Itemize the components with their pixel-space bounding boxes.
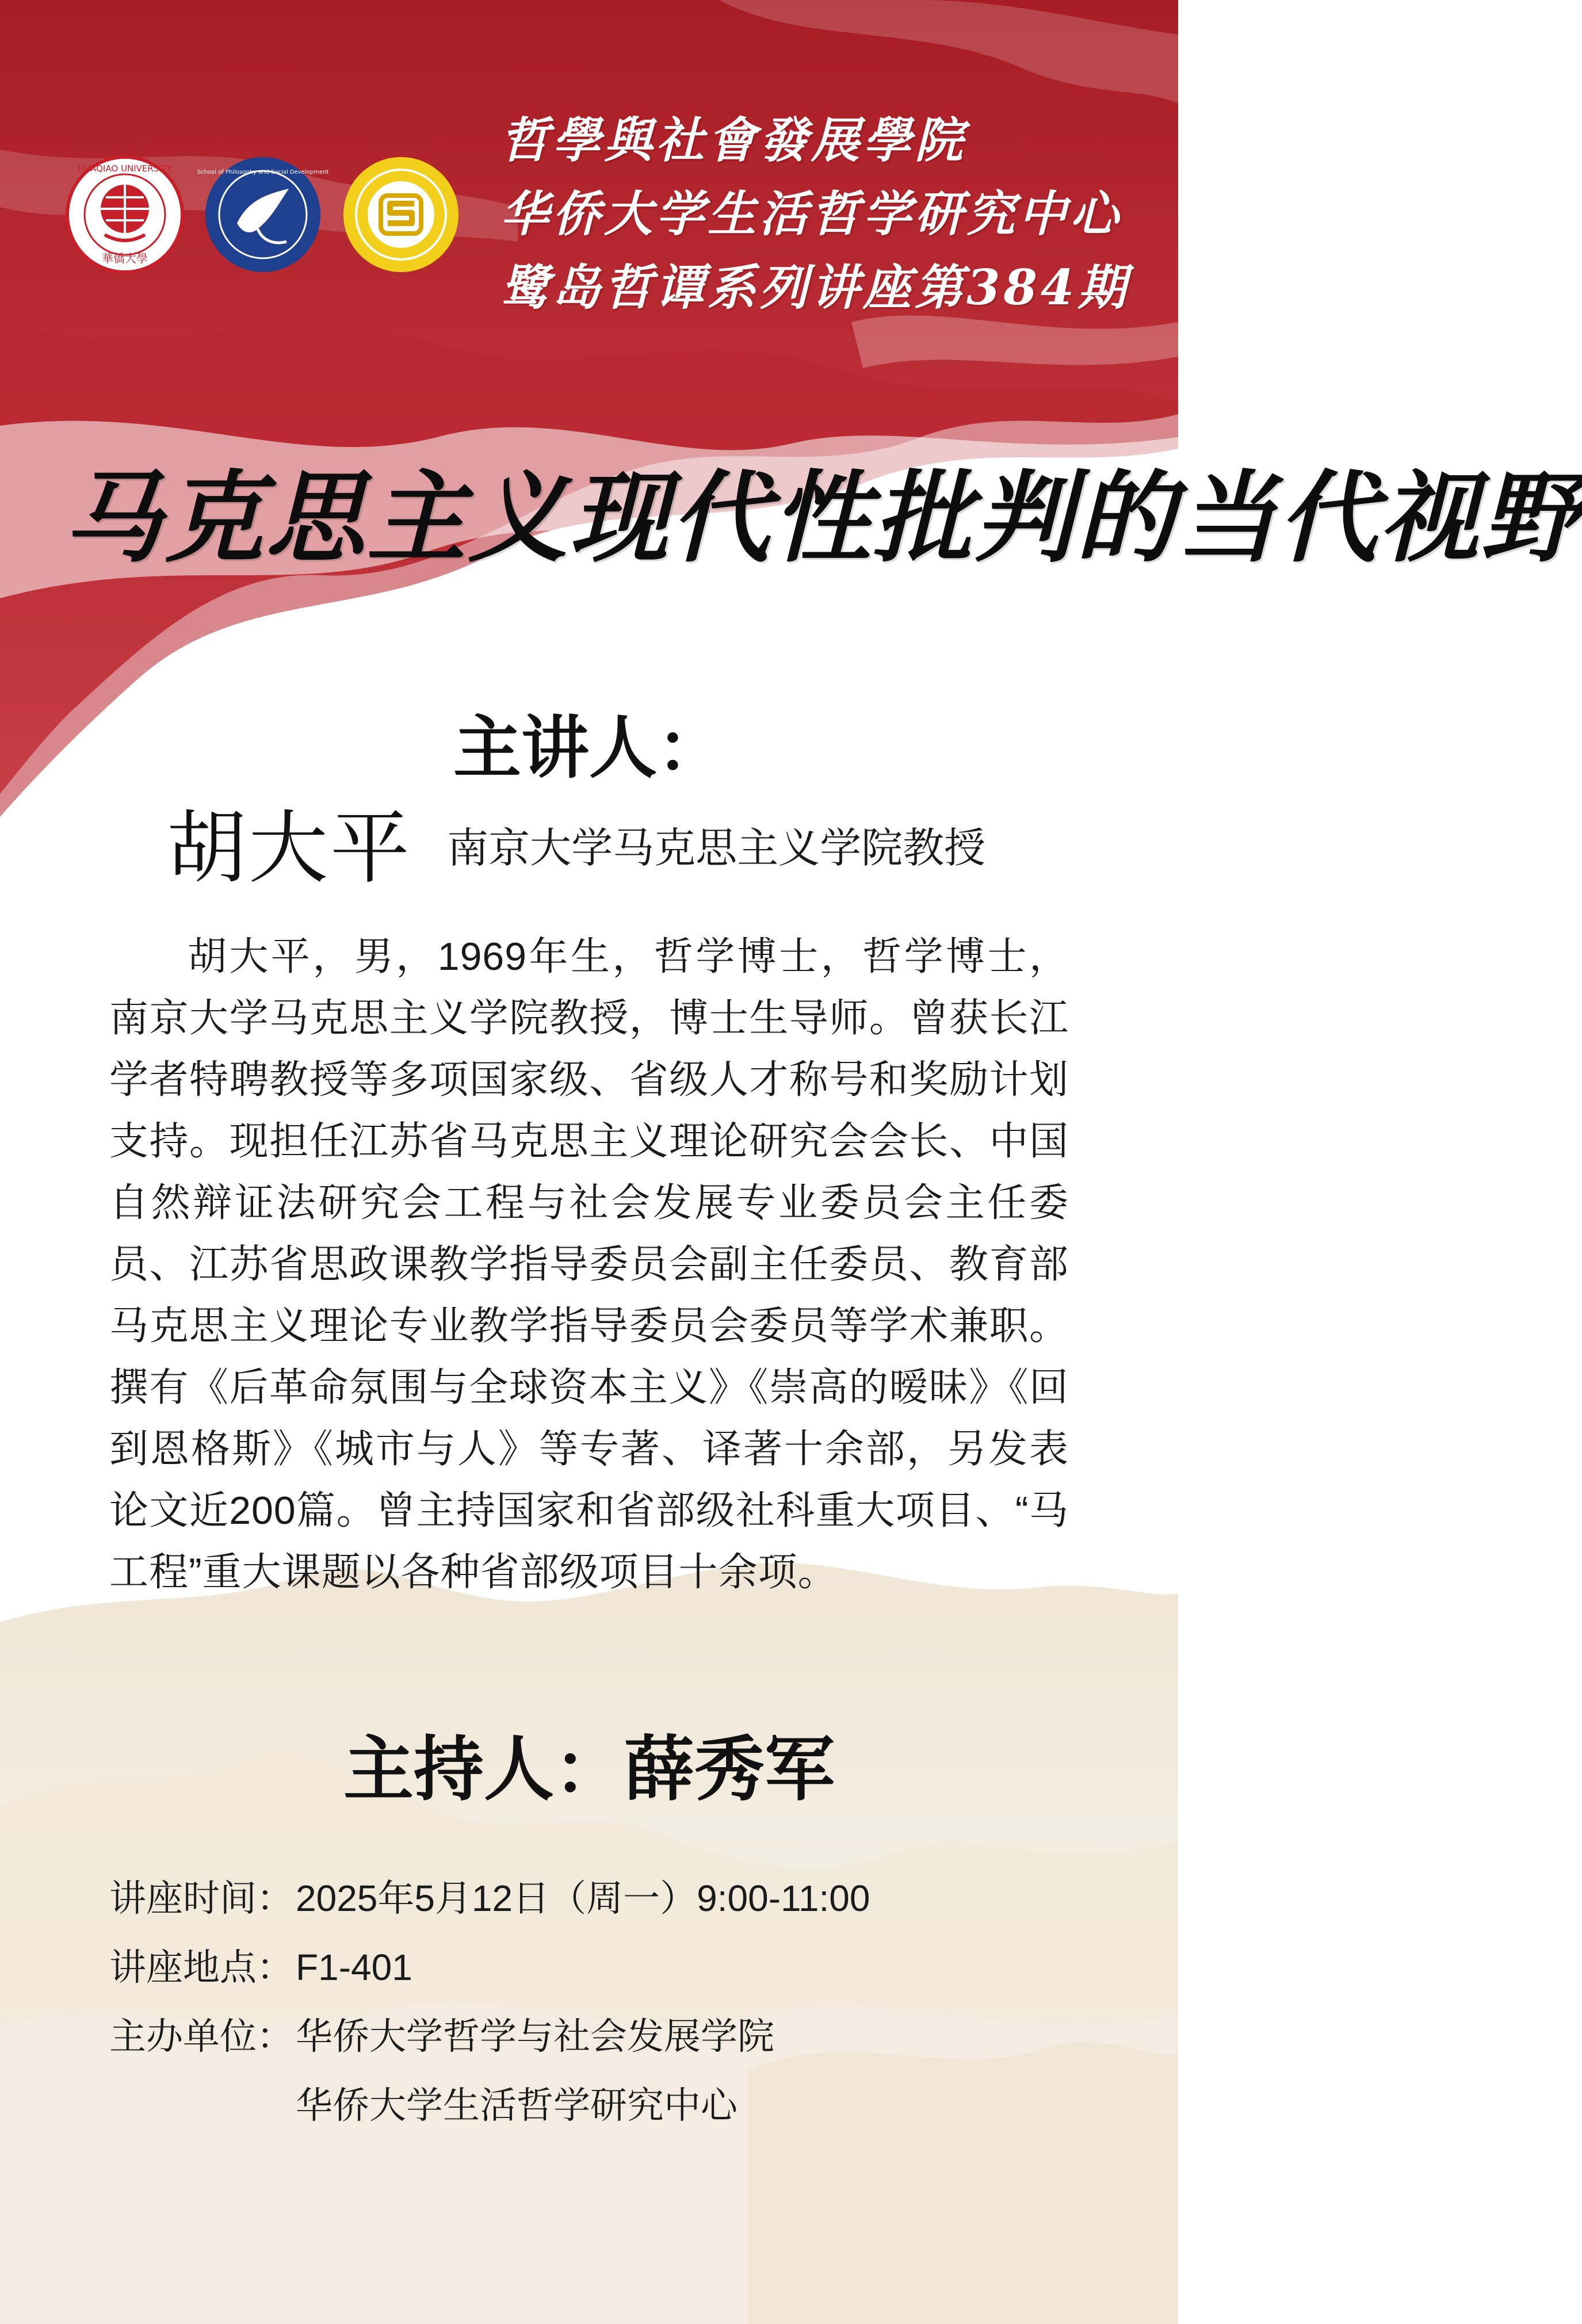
speaker-row (167, 802, 985, 895)
time-label: 讲座时间： (109, 1878, 293, 1919)
time-value: 2025年5月12日（周一）9:00-11:00 (296, 1878, 870, 1919)
organizer-item: 华侨大学哲学与社会发展学院 (296, 2016, 774, 2057)
speaker-bio: 胡大平，男，1969年生，哲学博士，哲学博士，南京大学马克思主义学院教授，博士生导师。曾获长江学者特聘教授等多项国家级、省级人才称号和奖励计划支持。现担任江苏省马克思主义理论研究会会长、中国自然辩证法研究会工程与社会发展专业委员会主任委员、江苏省思政课教学指导委员会副主任委员、教育部马克思主义理论专业教学指导委员会委员等学术兼职。撰有《后革命氛围与全球资本主义》《崇高的暧昧》《回到恩格斯》《城市与人》等专著、译著十余部，另发表论文近200篇。曾主持国家和省部级社科重大项目、“马工程”重大课题以各种省部级项目十余项。 (109, 935, 1069, 1594)
logo-ring-text: HUAQIAO UNIVERSITY (77, 163, 173, 174)
logo-ring-text: School of Philosophy and Social Development (197, 169, 329, 175)
organizer-label: 主办单位： (109, 2016, 293, 2057)
organizer-list (296, 2002, 774, 2140)
lecture-title: 马克思主义现代性批判的当代视野 (63, 459, 1582, 576)
host-label: 主持人： (343, 1727, 624, 1810)
info-place-row (109, 1933, 1087, 2002)
info-time-row (109, 1864, 1087, 1933)
logo-group (64, 154, 461, 281)
header-line-center: 华侨大学生活哲学研究中心 (500, 185, 1122, 242)
organizer-header (500, 104, 1145, 324)
organizer-item: 华侨大学生活哲学研究中心 (296, 2085, 737, 2126)
host-name: 薛秀军 (624, 1727, 835, 1810)
header-line-school: 哲學與社會發展學院 (500, 112, 967, 169)
logo-inner-text: 華僑大學 (102, 251, 148, 265)
speaker-name: 胡大平 (167, 804, 412, 893)
speaker-label: 主讲人： (453, 708, 725, 788)
header-line-series: 鹭岛哲谭系列讲座第384期 (500, 259, 1130, 316)
place-value: F1-401 (296, 1947, 412, 1988)
huaqiao-university-logo (64, 154, 185, 275)
host-row (0, 1723, 1178, 1815)
philosophy-school-logo (197, 154, 329, 275)
speaker-title: 南京大学马克思主义学院教授 (447, 825, 986, 871)
lecture-info (109, 1864, 1087, 2140)
place-label: 讲座地点： (109, 1947, 293, 1988)
life-philosophy-center-logo (341, 154, 461, 275)
info-organizer-row (109, 2002, 1087, 2140)
